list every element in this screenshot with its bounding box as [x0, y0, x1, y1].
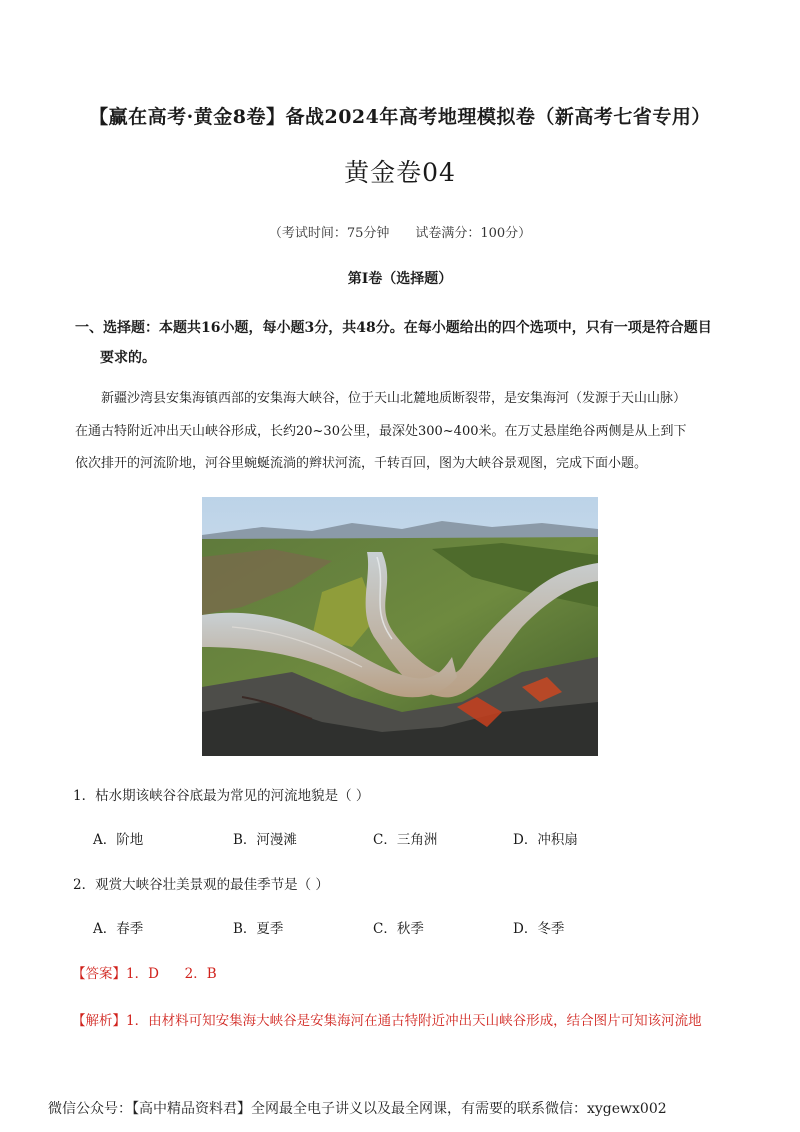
- section-heading-line1: 一、选择题：本题共16小题，每小题3分，共48分。在每小题给出的四个选项中，只有一项是符合题目: [75, 320, 712, 336]
- analysis-line: 【解析】1．由材料可知安集海大峡谷是安集海河在通古特附近冲出天山峡谷形成，结合图片可知该河流地: [72, 1013, 702, 1029]
- q2-option-d: D．冬季: [513, 921, 565, 937]
- question-1-stem: 1．枯水期该峡谷谷底最为常见的河流地貌是（ ）: [73, 788, 370, 804]
- q2-option-b: B．夏季: [233, 921, 284, 937]
- canyon-landscape-photo: [202, 497, 598, 756]
- passage-line1: [75, 384, 735, 413]
- section-heading-line2: 要求的。: [100, 350, 156, 366]
- exam-info: [0, 222, 800, 241]
- q1-option-b: B．河漫滩: [233, 832, 297, 848]
- exam-time: （考试时间：75分钟: [268, 226, 390, 241]
- passage-line3: 依次排开的河流阶地，河谷里蜿蜒流淌的辫状河流，千转百回，图为大峡谷景观图，完成下面小题。: [75, 456, 648, 471]
- question-2-options: [93, 917, 653, 937]
- part-title: 第Ⅰ卷（选择题）: [347, 271, 453, 287]
- q2-option-c: C．秋季: [373, 921, 424, 937]
- section-heading: [75, 313, 735, 373]
- answer-line: 【答案】1．D 2．B: [72, 966, 217, 982]
- question-1-options: [93, 828, 653, 848]
- q1-option-a: A．阶地: [93, 832, 144, 848]
- q1-option-d: D．冲积扇: [513, 832, 578, 848]
- full-score: 试卷满分：100分）: [415, 226, 532, 241]
- passage-line2: 在通古特附近冲出天山峡谷形成，长约20~30公里，最深处300~400米。在万丈悬崖绝谷两侧是从上到下: [75, 424, 687, 439]
- q1-option-c: C．三角洲: [373, 832, 438, 848]
- passage-text-1: 新疆沙湾县安集海镇西部的安集海大峡谷，位于天山北麓地质断裂带，是安集海河（发源于天山山脉）: [101, 391, 687, 406]
- series-title: 【赢在高考·黄金8卷】备战2024年高考地理模拟卷（新高考七省专用）: [89, 106, 711, 128]
- q2-option-a: A．春季: [93, 921, 144, 937]
- footer-notice: 微信公众号：【高中精品资料君】全网最全电子讲义以及最全网课，有需要的联系微信：xygewx002: [48, 1101, 667, 1117]
- question-2-stem: 2．观赏大峡谷壮美景观的最佳季节是（ ）: [73, 877, 329, 893]
- document-title: 黄金卷04: [344, 158, 456, 187]
